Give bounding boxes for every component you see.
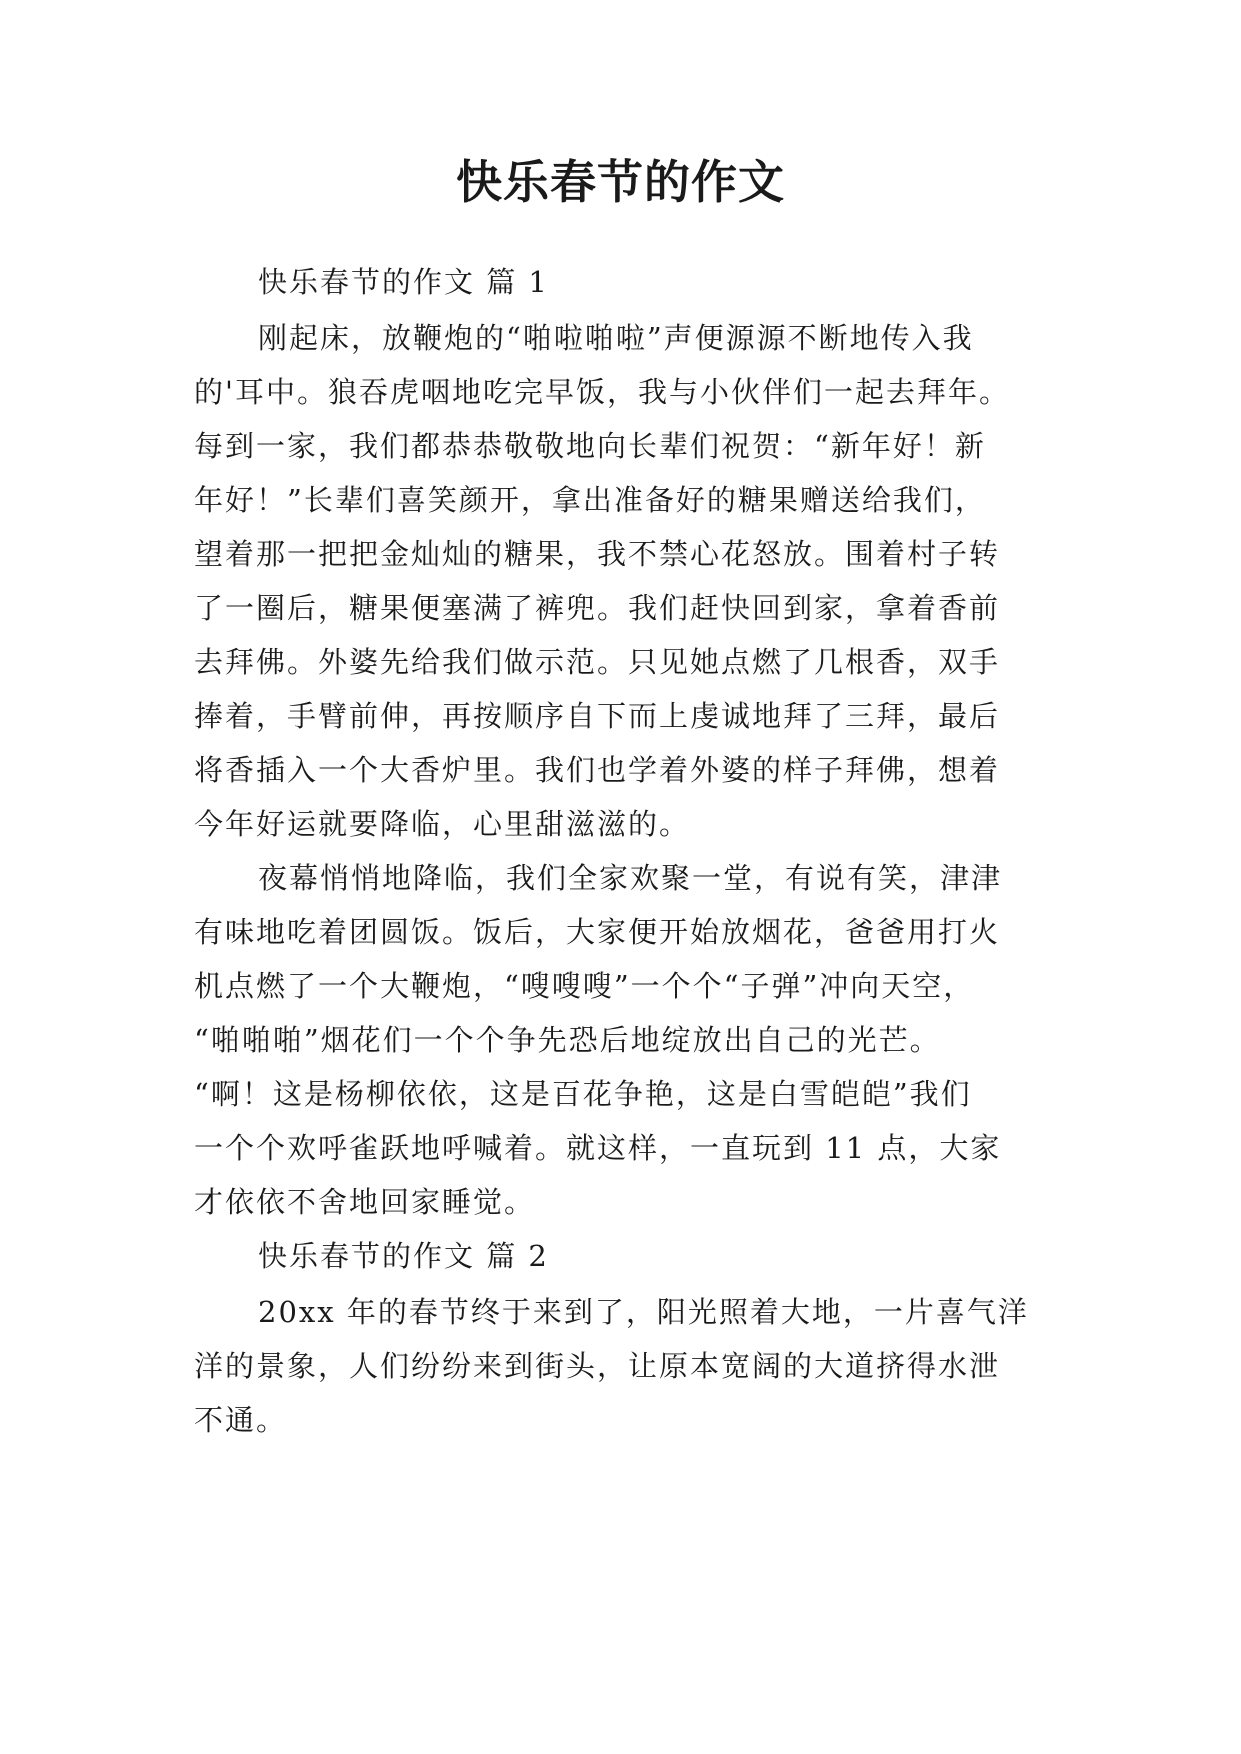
- paragraph-line: 去拜佛。外婆先给我们做示范。只见她点燃了几根香，双手: [194, 645, 1001, 679]
- section-heading-2: 快乐春节的作文 篇 2: [258, 1239, 549, 1273]
- paragraph-line: “啊！这是杨柳依依，这是百花争艳，这是白雪皑皑”我们: [194, 1077, 972, 1111]
- paragraph-line: 才依依不舍地回家睡觉。: [194, 1185, 536, 1219]
- paragraph-line: 将香插入一个大香炉里。我们也学着外婆的样子拜佛，想着: [194, 753, 1001, 787]
- document-title: 快乐春节的作文: [456, 155, 785, 209]
- paragraph-line: 捧着，手臂前伸，再按顺序自下而上虔诚地拜了三拜，最后: [194, 699, 1001, 733]
- paragraph-line: 夜幕悄悄地降临，我们全家欢聚一堂，有说有笑，津津: [258, 861, 1003, 895]
- section-heading-1: 快乐春节的作文 篇 1: [258, 265, 549, 299]
- paragraph-line: 每到一家，我们都恭恭敬敬地向长辈们祝贺：“新年好！新: [194, 429, 986, 463]
- paragraph-line: 有味地吃着团圆饭。饭后，大家便开始放烟花，爸爸用打火: [194, 915, 1001, 949]
- paragraph-line: 洋的景象，人们纷纷来到街头，让原本宽阔的大道挤得水泄: [194, 1349, 1001, 1383]
- paragraph-line: 机点燃了一个大鞭炮，“嗖嗖嗖”一个个“子弹”冲向天空，: [194, 969, 975, 1003]
- paragraph-line: 的'耳中。狼吞虎咽地吃完早饭，我与小伙伴们一起去拜年。: [194, 375, 1010, 409]
- paragraph-line: 望着那一把把金灿灿的糖果，我不禁心花怒放。围着村子转: [194, 537, 1001, 571]
- paragraph-line: 年好！”长辈们喜笑颜开，拿出准备好的糖果赠送给我们，: [194, 483, 986, 517]
- paragraph-line: 20xx 年的春节终于来到了，阳光照着大地，一片喜气洋: [258, 1295, 1029, 1329]
- paragraph-line: 不通。: [194, 1403, 288, 1437]
- paragraph-line: 一个个欢呼雀跃地呼喊着。就这样，一直玩到 11 点，大家: [194, 1131, 1002, 1165]
- paragraph-line: 刚起床，放鞭炮的“啪啦啪啦”声便源源不断地传入我: [258, 321, 974, 355]
- paragraph-line: 了一圈后，糖果便塞满了裤兜。我们赶快回到家，拿着香前: [194, 591, 1001, 625]
- paragraph-line: “啪啪啪”烟花们一个个争先恐后地绽放出自己的光芒。: [194, 1023, 941, 1057]
- paragraph-line: 今年好运就要降临，心里甜滋滋的。: [194, 807, 691, 841]
